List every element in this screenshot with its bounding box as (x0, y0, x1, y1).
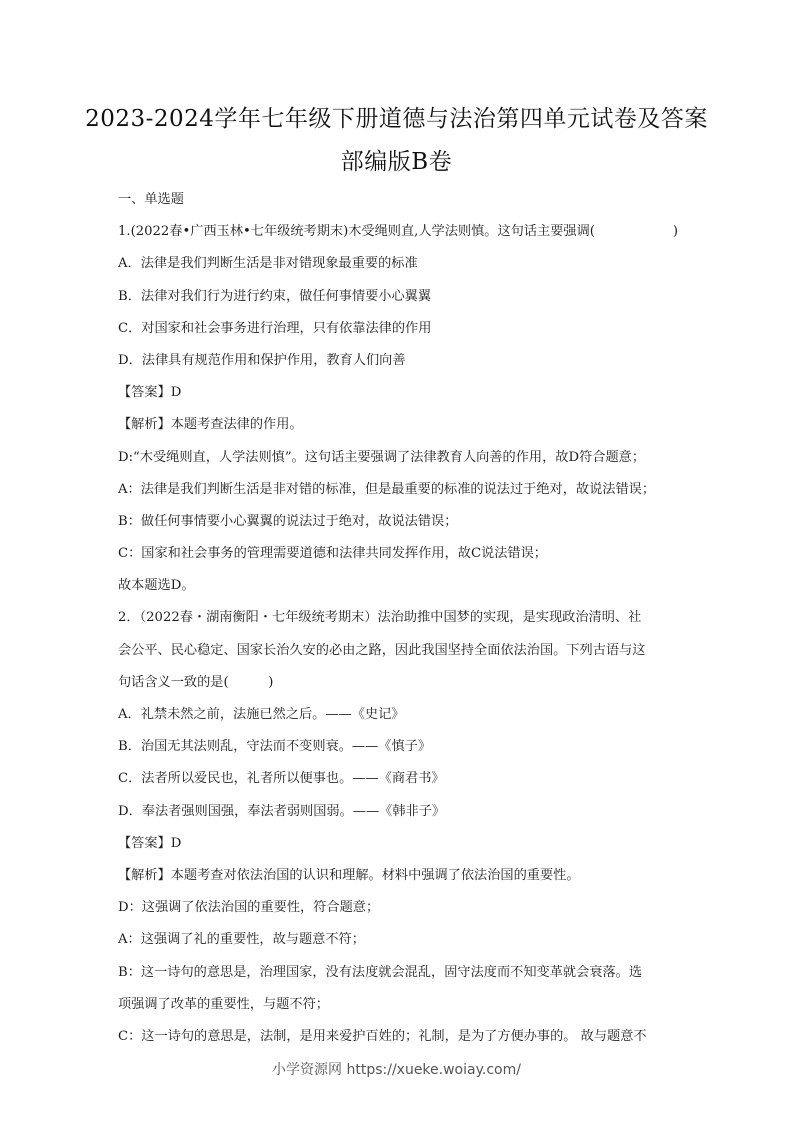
analysis-line: B：做任何事情要小心翼翼的说法过于绝对，故说法错误； (118, 513, 458, 529)
document-subtitle: 部编版B卷 (340, 149, 453, 175)
option-d: D．奉法者强则国强，奉法者弱则国弱。——《韩非子》 (118, 803, 446, 819)
analysis-line: D：这强调了依法治国的重要性，符合题意； (118, 900, 380, 916)
question-2 (118, 602, 678, 1053)
question-stem: 句话含义一致的是( ) (118, 674, 274, 690)
section-heading: 一、单选题 (118, 192, 184, 207)
option-d: D．法律具有规范作用和保护作用，教育人们向善 (118, 352, 406, 368)
option-c: C．法者所以爱民也，礼者所以便事也。——《商君书》 (118, 771, 445, 787)
document-title: 2023-2024学年七年级下册道德与法治第四单元试卷及答案 (85, 106, 708, 132)
question-stem: 2．（2022春・湖南衡阳・七年级统考期末）法治助推中国梦的实现，是实现政治清明、社 (118, 610, 642, 626)
option-a: A．礼禁未然之前，法施已然之后。——《史记》 (118, 707, 405, 722)
answer-line: 【答案】D (118, 835, 182, 851)
question-stem-close: ) (672, 224, 678, 240)
analysis-line: 项强调了改革的重要性，与题不符； (118, 996, 329, 1012)
analysis-line: 故本题选D。 (118, 578, 195, 594)
option-b: B．法律对我们行为进行约束，做任何事情要小心翼翼 (118, 288, 432, 304)
option-c: C．对国家和社会事务进行治理，只有依靠法律的作用 (118, 320, 432, 336)
question-stem: 会公平、民心稳定、国家长治久安的必由之路，因此我国坚持全面依法治国。下列古语与这 (118, 642, 646, 658)
question-stem (118, 216, 678, 248)
footer-watermark: 小学资源网 https://xueke.woiay.com/ (272, 1062, 521, 1078)
analysis-line: D:“木受绳则直，人学法则慎”。这句话主要强调了法律教育人向善的作用，故D符合题意； (118, 449, 646, 465)
question-1 (118, 216, 678, 602)
analysis-line: A：法律是我们判断生活是非对错的标准，但是最重要的标准的说法过于绝对，故说法错误； (118, 481, 656, 497)
analysis-line: B：这一诗句的意思是，治理国家，没有法度就会混乱，固守法度而不知变革就会衰落。选 (118, 964, 642, 980)
answer-line: 【答案】D (118, 385, 182, 401)
analysis-line: C：这一诗句的意思是，法制，是用来爱护百姓的；礼制，是为了方便办事的。 故与题意不 (118, 1028, 647, 1044)
option-b: B．治国无其法则乱，守法而不变则衰。——《慎子》 (118, 739, 432, 755)
analysis-line: 【解析】本题考查法律的作用。 (118, 417, 303, 433)
analysis-line: 【解析】本题考查对依法治国的认识和理解。材料中强调了依法治国的重要性。 (118, 867, 580, 883)
document-body (118, 184, 678, 1053)
option-a: A．法律是我们判断生活是非对错现象最重要的标准 (118, 256, 418, 272)
analysis-line: A：这强调了礼的重要性，故与题意不符； (118, 932, 365, 948)
question-stem-text: 1.(2022春•广西玉林•七年级统考期末)木受绳则直,人学法则慎。这句话主要强调( (118, 224, 595, 240)
analysis-line: C：国家和社会事务的管理需要道德和法律共同发挥作用，故C说法错误； (118, 546, 547, 562)
